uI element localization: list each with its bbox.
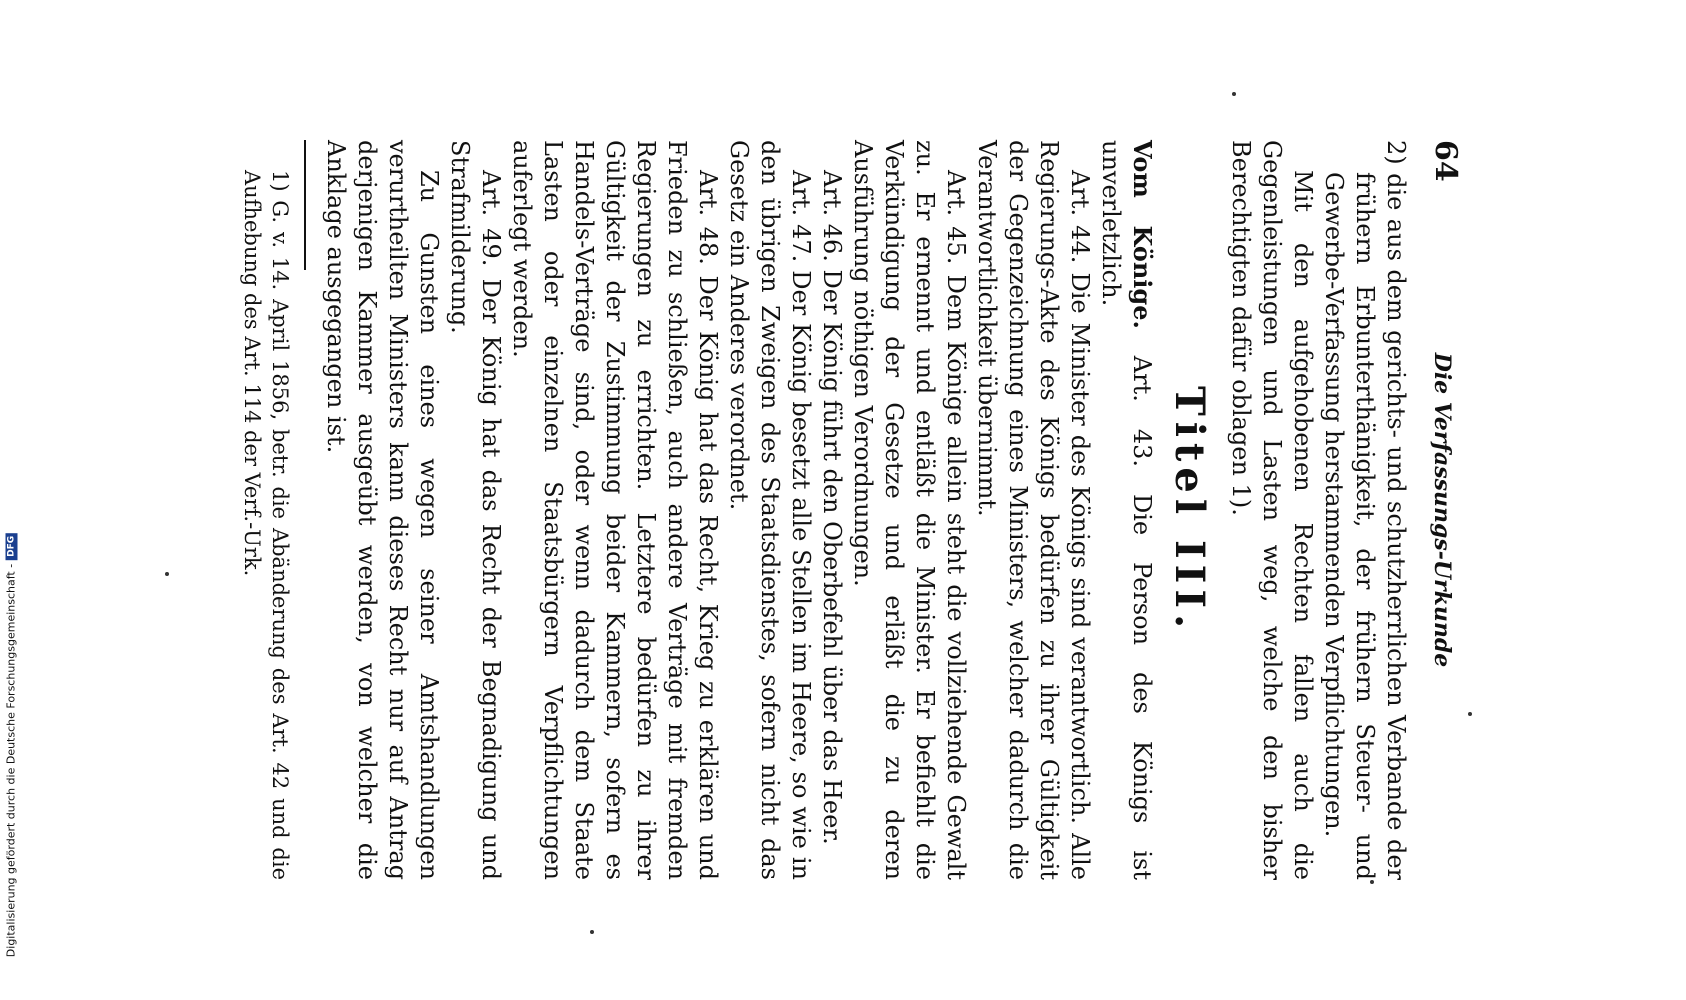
- scan-speck: [1232, 92, 1236, 96]
- page-number: 64: [1428, 140, 1463, 182]
- scan-speck: [590, 930, 594, 934]
- section-title: Titel III.: [1166, 385, 1213, 635]
- heading-koenig: Vom Könige.: [1128, 140, 1157, 329]
- running-head: [1411, 140, 1463, 880]
- article-49: Art. 49. Der König hat das Recht der Begnadigung und Strafmilderung.: [446, 140, 505, 880]
- footnote: 1) G. v. 14. April 1856, betr. die Abänderung des Art. 42 und die Aufhebung des Art. 114 der Verf.-Urk.: [240, 170, 292, 880]
- paragraph-rights: Mit den aufgehobenen Rechten fallen auch die Gegenleistungen und Lasten weg, welche den bisher Berechtigten dafür oblagen 1).: [1227, 140, 1317, 880]
- paragraph-art-43: [1095, 140, 1158, 880]
- footnote-rule: [304, 140, 306, 270]
- article-43: Art. 43. Die Person des Königs ist unverletzlich.: [1097, 140, 1156, 880]
- article-45: Art. 45. Dem Könige allein steht die vollziehende Gewalt zu. Er ernennt und entläßt die Minister. Er befiehlt die Verkündigung der Gesetze und erläßt die zu deren Ausführung nöthigen Verordnungen.: [849, 140, 970, 880]
- scan-speck: [165, 572, 169, 576]
- running-title: Die Verfassungs-Urkunde: [1429, 352, 1455, 668]
- dfg-logo: DFG: [5, 533, 17, 560]
- paragraph-gunsten: Zu Gunsten eines wegen seiner Amtshandlungen verurtheilten Ministers kann dieses Recht nur auf Antrag derjenigen Kammer ausgeübt werden, von welcher die Anklage ausgegangen ist.: [322, 140, 443, 880]
- book-page: [83, 50, 1503, 950]
- credit-text: Digitalisierung gefördert durch die Deutsche Forschungsgemeinschaft -: [4, 563, 18, 958]
- article-46: Art. 46. Der König führt den Oberbefehl über das Heer.: [818, 170, 846, 845]
- digitization-credit: [0, 0, 22, 1000]
- list-item-2: 2) die aus dem gerichts- und schutzherrlichen Verbande der frühern Erbunterthänigkeit, der frühern Steuer- und Gewerbe-Verfassung herstammenden Verpflichtungen.: [1320, 140, 1410, 880]
- scan-speck: [1370, 880, 1374, 884]
- scan-speck: [1468, 712, 1472, 716]
- page-body: [238, 140, 1411, 880]
- article-47: Art. 47. Der König besetzt alle Stellen im Heere, so wie in den übrigen Zweigen des Staatsdienstes, sofern nicht das Gesetz ein Anderes verordnet.: [725, 140, 815, 880]
- article-48: Art. 48. Der König hat das Recht, Krieg zu erklären und Frieden zu schließen, auch andere Verträge mit fremden Regierungen zu errichten. Letztere bedürfen zu ihrer Gültigkeit der Zustimmung beider Kammern, sofern es Handels-Verträge sind, oder wenn dadurch dem Staate Lasten oder einzelnen Staatsbürgern Verpflichtungen auferlegt werden.: [508, 140, 722, 880]
- article-44: Art. 44. Die Minister des Königs sind verantwortlich. Alle Regierungs-Akte des Königs bedürfen zu ihrer Gültigkeit der Gegenzeichnung eines Ministers, welcher dadurch die Verantwortlichkeit übernimmt.: [973, 140, 1094, 880]
